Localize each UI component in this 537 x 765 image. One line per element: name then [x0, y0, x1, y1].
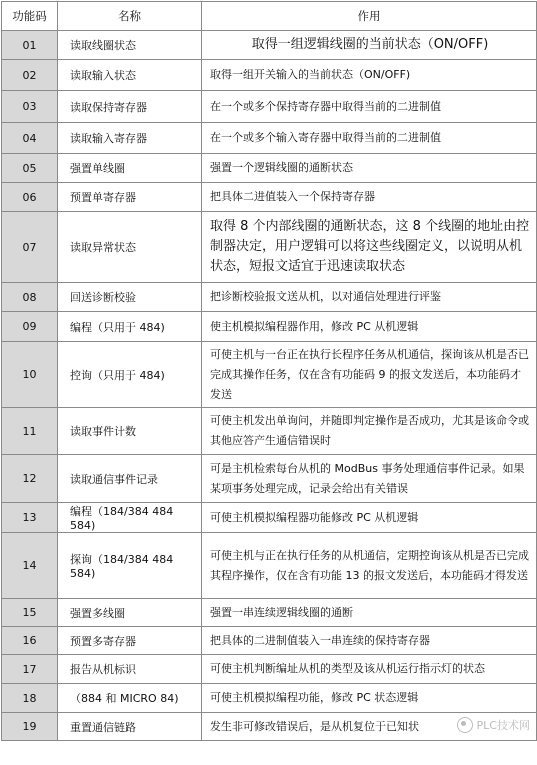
cell-desc: 把诊断校验报文送从机，以对通信处理进行评鉴: [202, 283, 537, 312]
cell-name: （884 和 MICRO 84): [58, 684, 202, 713]
cell-code: 18: [2, 684, 58, 713]
cell-code: 05: [2, 154, 58, 183]
cell-code: 17: [2, 655, 58, 684]
cell-code: 14: [2, 533, 58, 599]
table-row: [2, 154, 537, 183]
cell-desc: 取得一组逻辑线圈的当前状态（ON/OFF): [202, 31, 537, 60]
table-row: [2, 342, 537, 408]
cell-name: 读取异常状态: [58, 212, 202, 283]
header-desc: 作用: [202, 2, 537, 31]
cell-name: 强置多线圈: [58, 599, 202, 627]
cell-name: 探询（184/384 484 584): [58, 533, 202, 599]
cell-name: 控询（只用于 484): [58, 342, 202, 408]
cell-desc: 取得一组开关输入的当前状态（ON/OFF): [202, 60, 537, 91]
table-row: [2, 503, 537, 533]
table-row: [2, 60, 537, 91]
table-row: [2, 31, 537, 60]
table-row: [2, 183, 537, 212]
table-row: [2, 684, 537, 713]
header-code: 功能码: [2, 2, 58, 31]
cell-code: 09: [2, 312, 58, 342]
cell-name: 编程（只用于 484): [58, 312, 202, 342]
cell-name: 读取线圈状态: [58, 31, 202, 60]
watermark: [457, 717, 530, 733]
cell-name: 读取事件计数: [58, 408, 202, 455]
table-row: [2, 408, 537, 455]
table-row: [2, 599, 537, 627]
cell-desc: 强置一串连续逻辑线圈的通断: [202, 599, 537, 627]
table-row: [2, 655, 537, 684]
cell-desc: 取得 8 个内部线圈的通断状态，这 8 个线圈的地址由控制器决定，用户逻辑可以将这些线圈定义，以说明从机状态，短报文适宜于迅速读取状态: [202, 212, 537, 283]
cell-code: 19: [2, 713, 58, 741]
header-name: 名称: [58, 2, 202, 31]
cell-name: 读取通信事件记录: [58, 455, 202, 503]
cell-desc: 可使主机发出单询问，并随即判定操作是否成功，尤其是该命令或其他应答产生通信错误时: [202, 408, 537, 455]
cell-code: 01: [2, 31, 58, 60]
cell-desc: 强置一个逻辑线圈的通断状态: [202, 154, 537, 183]
cell-name: 回送诊断校验: [58, 283, 202, 312]
cell-code: 02: [2, 60, 58, 91]
cell-desc: 在一个或多个输入寄存器中取得当前的二进制值: [202, 123, 537, 154]
table-row: [2, 91, 537, 123]
cell-name: 读取保持寄存器: [58, 91, 202, 123]
cell-name: 读取输入状态: [58, 60, 202, 91]
cell-name: 编程（184/384 484 584): [58, 503, 202, 533]
cell-desc: 发生非可修改错误后，是从机复位于已知状: [202, 713, 537, 741]
cell-code: 07: [2, 212, 58, 283]
table-row: [2, 455, 537, 503]
watermark-text: PLC技术网: [476, 719, 530, 732]
cell-code: 11: [2, 408, 58, 455]
cell-desc: 把具体的二进制值装入一串连续的保持寄存器: [202, 627, 537, 655]
cell-desc: 可使主机判断编址从机的类型及该从机运行指示灯的状态: [202, 655, 537, 684]
document: [1, 1, 536, 741]
cell-name: 强置单线圈: [58, 154, 202, 183]
cell-name: 报告从机标识: [58, 655, 202, 684]
cell-desc: 使主机模拟编程器作用，修改 PC 从机逻辑: [202, 312, 537, 342]
cell-code: 06: [2, 183, 58, 212]
table-row: [2, 212, 537, 283]
function-code-table: [1, 1, 537, 741]
cell-desc: 在一个或多个保持寄存器中取得当前的二进制值: [202, 91, 537, 123]
cell-desc: 可使主机模拟编程功能，修改 PC 状态逻辑: [202, 684, 537, 713]
table-row: [2, 533, 537, 599]
cell-code: 03: [2, 91, 58, 123]
table-row: [2, 312, 537, 342]
cell-name: 读取输入寄存器: [58, 123, 202, 154]
cell-code: 12: [2, 455, 58, 503]
cell-code: 15: [2, 599, 58, 627]
cell-code: 10: [2, 342, 58, 408]
table-row: [2, 123, 537, 154]
cell-name: 重置通信链路: [58, 713, 202, 741]
cell-code: 16: [2, 627, 58, 655]
table-row: [2, 283, 537, 312]
cell-name: 预置单寄存器: [58, 183, 202, 212]
cell-desc: 可使主机与正在执行任务的从机通信，定期控询该从机是否已完成其程序操作，仅在含有功能 13 的报文发送后，本功能码才得发送: [202, 533, 537, 599]
table-row: [2, 627, 537, 655]
wechat-icon: [457, 717, 473, 733]
cell-desc: 可使主机模拟编程器功能修改 PC 从机逻辑: [202, 503, 537, 533]
cell-desc: 可使主机与一台正在执行长程序任务从机通信，探询该从机是否已完成其操作任务，仅在含有功能码 9 的报文发送后，本功能码才发送: [202, 342, 537, 408]
cell-desc: 把具体二进值装入一个保持寄存器: [202, 183, 537, 212]
table-header-row: [2, 2, 537, 31]
cell-code: 04: [2, 123, 58, 154]
cell-code: 08: [2, 283, 58, 312]
cell-code: 13: [2, 503, 58, 533]
cell-desc: 可是主机检索每台从机的 ModBus 事务处理通信事件记录。如果某项事务处理完成，记录会给出有关错误: [202, 455, 537, 503]
cell-name: 预置多寄存器: [58, 627, 202, 655]
